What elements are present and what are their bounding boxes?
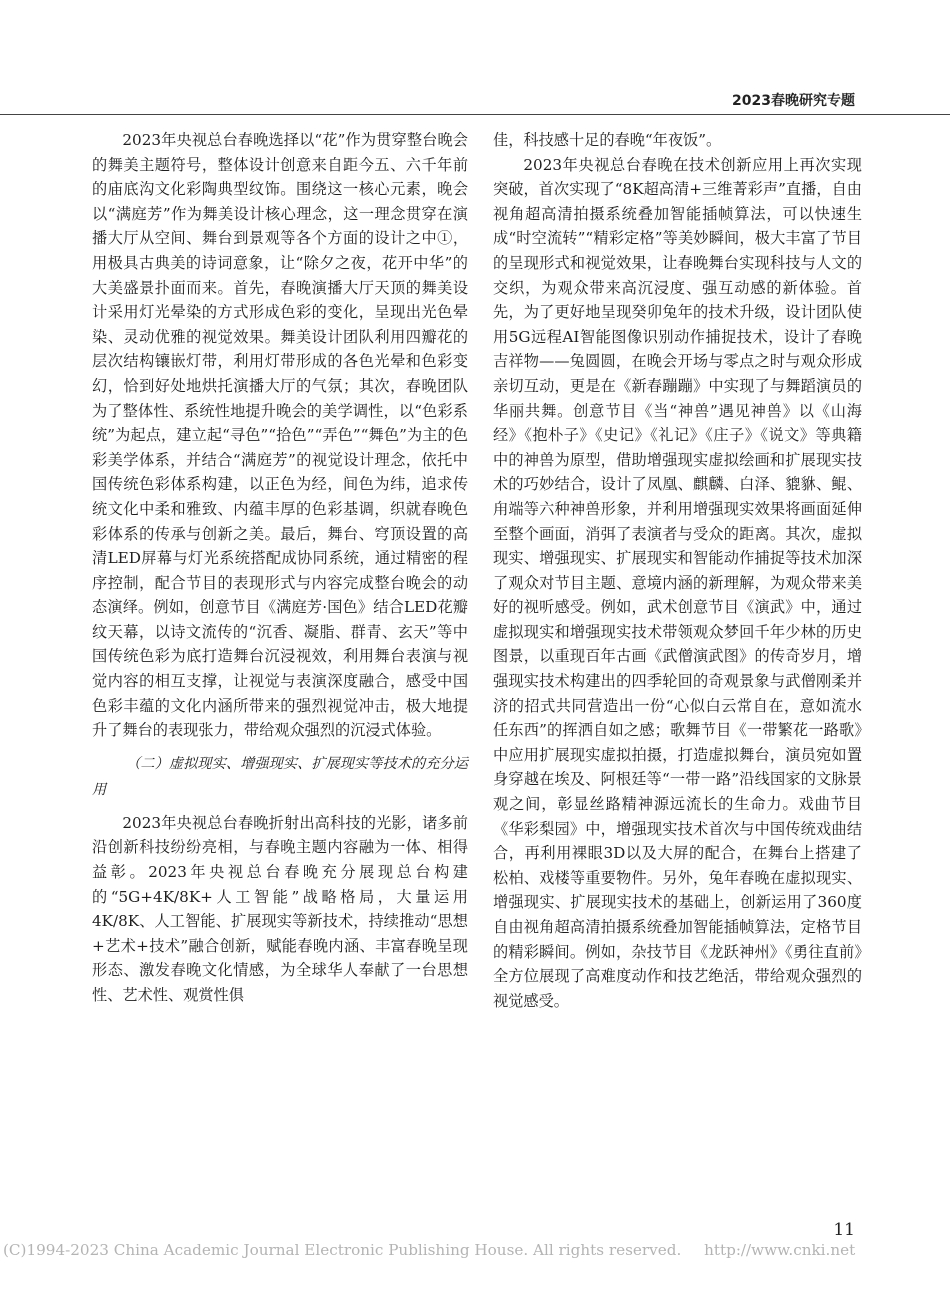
footer-url[interactable]: http://www.cnki.net (704, 1241, 856, 1259)
continued-paragraph: 佳，科技感十足的春晚“年夜饭”。 (493, 131, 722, 149)
copyright-text: (C)1994-2023 China Academic Journal Electronic Publishing House. All rights reserved. (3, 1241, 682, 1259)
right-column (493, 128, 862, 1013)
body-paragraph: 2023年央视总台春晚选择以“花”作为贯穿整台晚会的舞美主题符号，整体设计创意来自距今五、六千年前的庙底沟文化彩陶典型纹饰。围绕这一核心元素，晚会以“满庭芳”作为舞美设计核心理念，这一理念贯穿在演播大厅从空间、舞台到景观等各个方面的设计之中①，用极具古典美的诗词意象，让“除夕之夜，花开中华”的大美盛景扑面而来。首先，春晚演播大厅天顶的舞美设计采用灯光晕染的方式形成色彩的变化，呈现出光色晕染、灵动优雅的视觉效果。舞美设计团队利用四瓣花的层次结构镶嵌灯带，利用灯带形成的各色光晕和色彩变幻，恰到好处地烘托演播大厅的气氛；其次，春晚团队为了整体性、系统性地提升晚会的美学调性，以“色彩系统”为起点，建立起“寻色”“拾色”“弄色”“舞色”为主的色彩美学体系，并结合“满庭芳”的视觉设计理念，依托中国传统色彩体系构建，以正色为经，间色为纬，追求传统文化中柔和雅致、内蕴丰厚的色彩基调，织就春晚色彩体系的传承与创新之美。最后，舞台、穹顶设置的高清LED屏幕与灯光系统搭配成协同系统，通过精密的程序控制，配合节目的表现形式与内容完成整台晚会的动态演绎。例如，创意节目《满庭芳·国色》结合LED花瓣纹天幕，以诗文流传的“沉香、凝脂、群青、玄天”等中国传统色彩为底打造舞台沉浸视效，利用舞台表演与视觉内容的相互支撑，让视觉与表演深度融合，感受中国色彩丰蕴的文化内涵所带来的强烈视觉冲击，极大地提升了舞台的表现张力，带给观众强烈的沉浸式体验。 (92, 131, 468, 740)
body-paragraph: 2023年央视总台春晚在技术创新应用上再次实现突破，首次实现了“8K超高清+三维菁彩声”直播，自由视角超高清拍摄系统叠加智能插帧算法，可以快速生成“时空流转”“精彩定格”等美妙瞬间，极大丰富了节目的呈现形式和视觉效果，让春晚舞台实现科技与人文的交织，为观众带来高沉浸度、强互动感的新体验。首先，为了更好地呈现癸卯兔年的技术升级，设计团队使用5G远程AI智能图像识别动作捕捉技术，设计了春晚吉祥物——兔圆圆，在晚会开场与零点之时与观众形成亲切互动，更是在《新春蹦蹦》中实现了与舞蹈演员的华丽共舞。创意节目《当“神兽”遇见神兽》以《山海经》《抱朴子》《史记》《礼记》《庄子》《说文》等典籍中的神兽为原型，借助增强现实虚拟绘画和扩展现实技术的巧妙结合，设计了凤凰、麒麟、白泽、貔貅、鲲、甪端等六种神兽形象，并利用增强现实效果将画面延伸至整个画面，消弭了表演者与受众的距离。其次，虚拟现实、增强现实、扩展现实和智能动作捕捉等技术加深了观众对节目主题、意境内涵的新理解，为观众带来美好的视听感受。例如，武术创意节目《演武》中，通过虚拟现实和增强现实技术带领观众梦回千年少林的历史图景，以重现百年古画《武僧演武图》的传奇岁月，增强现实技术构建出的四季轮回的奇观景象与武僧刚柔并济的招式共同营造出一份“心似白云常自在，意如流水任东西”的挥洒自如之感；歌舞节目《一带繁花一路歌》中应用扩展现实虚拟拍摄，打造虚拟舞台，演员宛如置身穿越在埃及、阿根廷等“一带一路”沿线国家的文脉景观之间，彰显丝路精神源远流长的生命力。戏曲节目《华彩梨园》中，增强现实技术首次与中国传统戏曲结合，再利用裸眼3D以及大屏的配合，在舞台上搭建了松柏、戏楼等重要物件。另外，兔年春晚在虚拟现实、增强现实、扩展现实技术的基础上，创新运用了360度自由视角超高清拍摄系统叠加智能插帧算法，定格节目的精彩瞬间。例如，杂技节目《龙跃神州》《勇往直前》全方位展现了高难度动作和技艺绝活，带给观众强烈的视觉感受。 (493, 155, 862, 1010)
page-number: 11 (833, 1220, 855, 1240)
running-header: 2023春晚研究专题 (732, 93, 855, 109)
body-paragraph: 2023年央视总台春晚折射出高科技的光影，诸多前沿创新科技纷纷亮相，与春晚主题内容融为一体、相得益彰。2023年央视总台春晚充分展现总台构建的“5G+4K/8K+人工智能”战略格局，大量运用4K/8K、人工智能、扩展现实等新技术，持续推动“思想+艺术+技术”融合创新，赋能春晚内涵、丰富春晚呈现形态、激发春晚文化情感，为全球华人奉献了一台思想性、艺术性、观赏性俱 (92, 813, 468, 1004)
header-rule (0, 114, 950, 115)
section-subheading: （二）虚拟现实、增强现实、扩展现实等技术的充分运用 (92, 755, 468, 798)
left-column (92, 128, 468, 1008)
copyright-footer (3, 1241, 855, 1259)
